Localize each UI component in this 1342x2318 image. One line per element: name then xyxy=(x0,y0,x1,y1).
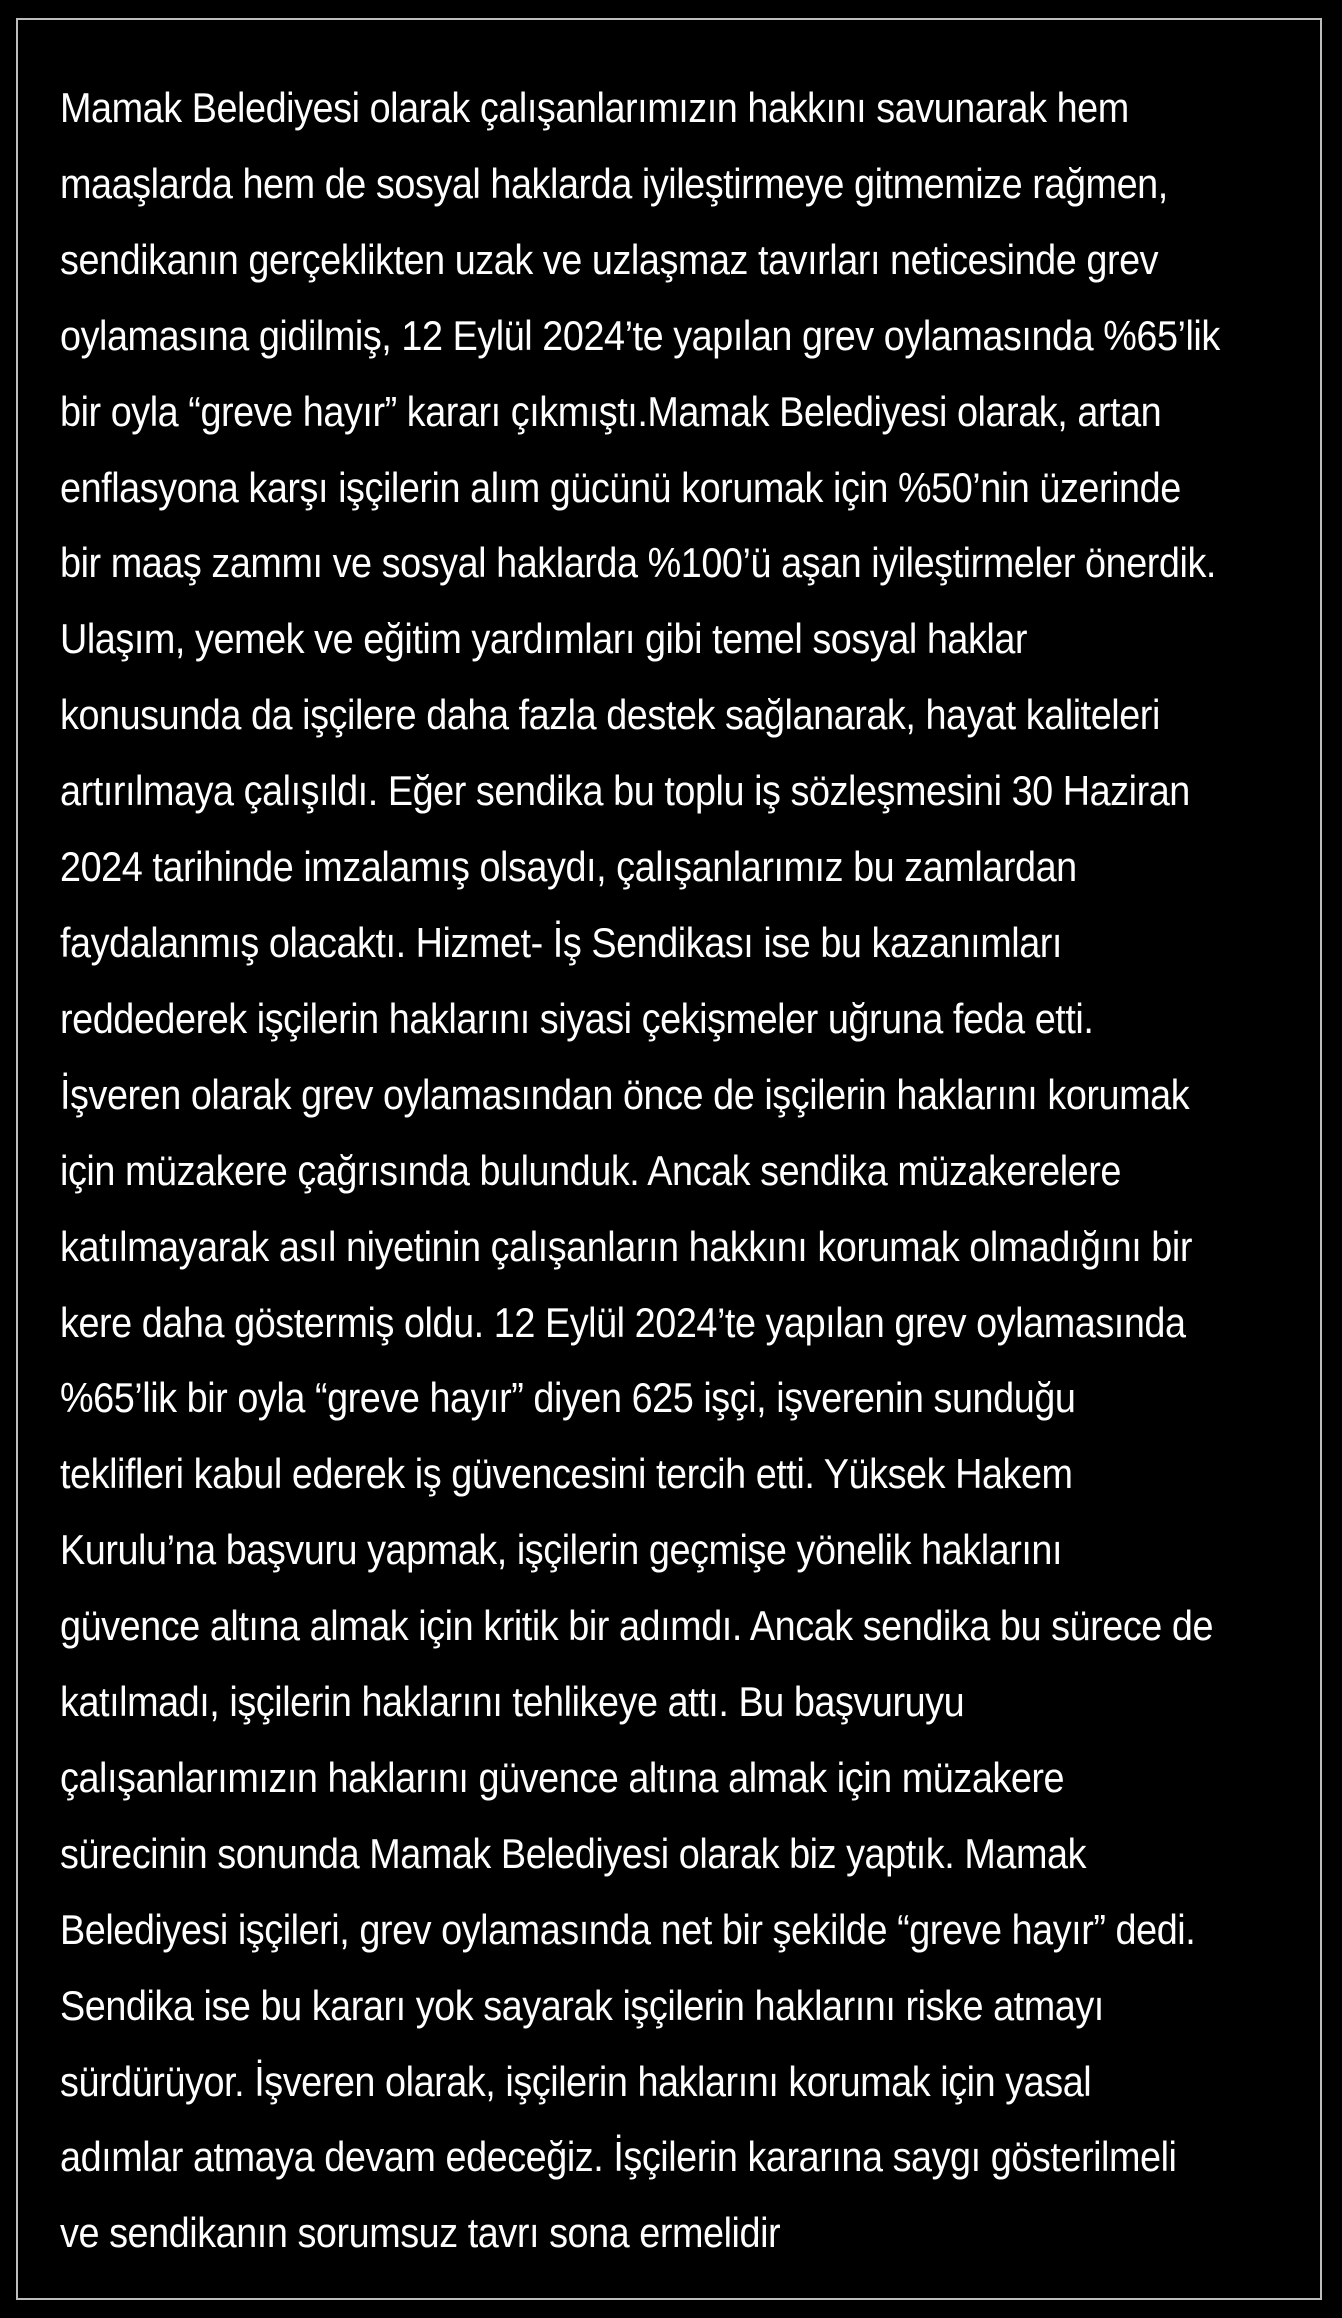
text-line: bir maaş zammı ve sosyal haklarda %100’ü aşan iyileştirmeler önerdik. xyxy=(60,539,1216,587)
text-line: ve sendikanın sorumsuz tavrı sona ermelidir xyxy=(60,2209,781,2257)
text-line: katılmayarak asıl niyetinin çalışanların hakkını korumak olmadığını bir xyxy=(60,1222,1192,1270)
text-line: sürecinin sonunda Mamak Belediyesi olarak biz yaptık. Mamak xyxy=(60,1829,1087,1877)
text-line: Sendika ise bu kararı yok sayarak işçilerin haklarını riske atmayı xyxy=(60,1981,1104,2029)
text-line: bir oyla “greve hayır” kararı çıkmıştı.Mamak Belediyesi olarak, artan xyxy=(60,387,1162,435)
text-line: Mamak Belediyesi olarak çalışanlarımızın hakkını savunarak hem xyxy=(60,84,1129,131)
text-line: İşveren olarak grev oylamasından önce de işçilerin haklarını korumak xyxy=(60,1070,1190,1118)
text-line: faydalanmış olacaktı. Hizmet- İş Sendikası ise bu kazanımları xyxy=(60,918,1062,966)
text-line: Belediyesi işçileri, grev oylamasında net bir şekilde “greve hayır” dedi. xyxy=(60,1905,1196,1953)
text-line: oylamasına gidilmiş, 12 Eylül 2024’te yapılan grev oylamasında %65’lik xyxy=(60,311,1220,359)
text-line: 2024 tarihinde imzalamış olsaydı, çalışanlarımız bu zamlardan xyxy=(60,843,1077,891)
text-line: sürdürüyor. İşveren olarak, işçilerin haklarını korumak için yasal xyxy=(60,2057,1092,2105)
text-line: artırılmaya çalışıldı. Eğer sendika bu toplu iş sözleşmesini 30 Haziran xyxy=(60,767,1190,815)
text-line: için müzakere çağrısında bulunduk. Ancak sendika müzakerelere xyxy=(60,1146,1121,1194)
text-line: adımlar atmaya devam edeceğiz. İşçilerin kararına saygı gösterilmeli xyxy=(60,2133,1177,2181)
text-line: konusunda da işçilere daha fazla destek sağlanarak, hayat kaliteleri xyxy=(60,691,1160,739)
text-line: güvence altına almak için kritik bir adımdı. Ancak sendika bu sürece de xyxy=(60,1602,1214,1650)
text-line: reddederek işçilerin haklarını siyasi çekişmeler uğruna feda etti. xyxy=(60,994,1094,1042)
text-line: çalışanlarımızın haklarını güvence altına almak için müzakere xyxy=(60,1753,1065,1801)
text-line: enflasyona karşı işçilerin alım gücünü korumak için %50’nin üzerinde xyxy=(60,463,1181,511)
text-line: teklifleri kabul ederek iş güvencesini tercih etti. Yüksek Hakem xyxy=(60,1450,1073,1498)
text-line: sendikanın gerçeklikten uzak ve uzlaşmaz tavırları neticesinde grev xyxy=(60,235,1159,283)
text-line: %65’lik bir oyla “greve hayır” diyen 625 işçi, işverenin sunduğu xyxy=(60,1374,1076,1422)
text-line: Kurulu’na başvuru yapmak, işçilerin geçmişe yönelik haklarını xyxy=(60,1526,1063,1574)
statement-text xyxy=(60,70,1290,2271)
text-line: katılmadı, işçilerin haklarını tehlikeye attı. Bu başvuruyu xyxy=(60,1678,965,1726)
text-line: kere daha göstermiş oldu. 12 Eylül 2024’te yapılan grev oylamasında xyxy=(60,1298,1186,1346)
text-line: maaşlarda hem de sosyal haklarda iyileştirmeye gitmemize rağmen, xyxy=(60,159,1168,207)
text-line: Ulaşım, yemek ve eğitim yardımları gibi temel sosyal haklar xyxy=(60,615,1028,663)
